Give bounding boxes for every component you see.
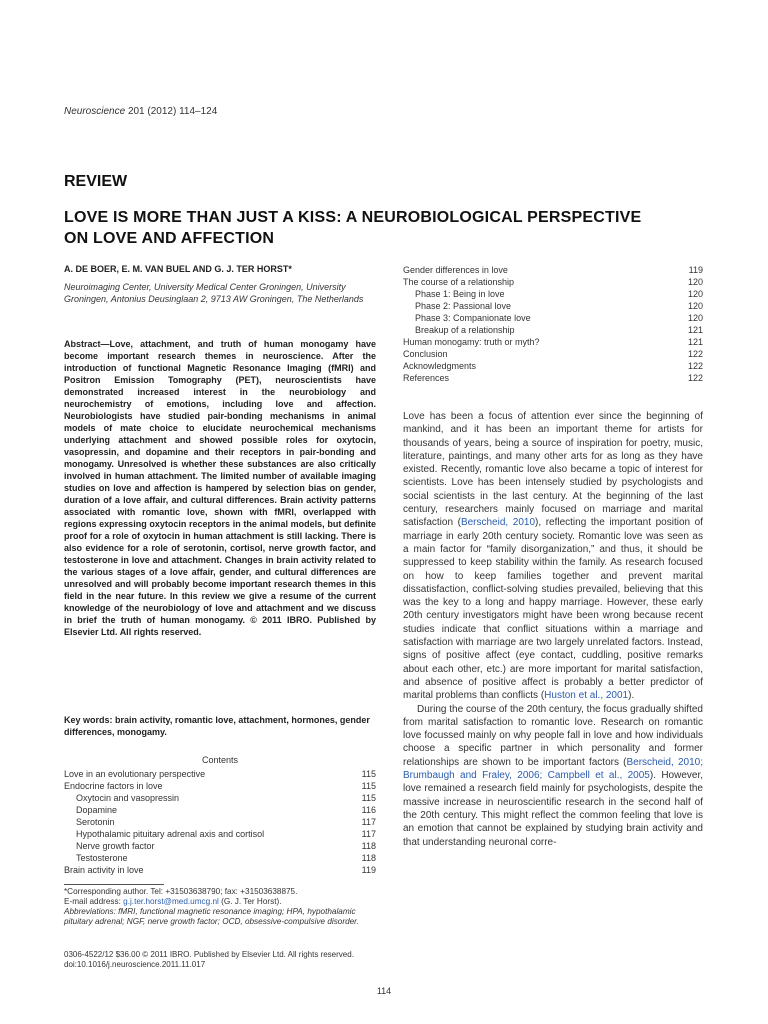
toc-entry[interactable] [64, 804, 376, 816]
toc-entry-label: The course of a relationship [403, 277, 515, 287]
toc-entry-page: 118 [361, 853, 376, 863]
toc-entry-label: Phase 1: Being in love [415, 289, 505, 299]
toc-entry-page: 117 [361, 829, 376, 839]
toc-entry-page: 122 [687, 361, 703, 371]
toc-entry-page: 119 [361, 865, 376, 875]
citation-link[interactable]: Berscheid, 2010 [460, 517, 536, 529]
body-paragraph-2: During the course of the 20th century, the focus gradually shifted from marital satisfaction to romantic love. Research on romantic love focussed mainly on why people fall in love and how individuals choose a specific partner in which personality and former relationships are shown to be important factors (Berscheid, 2010; Brumbaugh and Fraley, 2006; Campbell et al., 2005). However, love remained a research field mainly for psychologists, despite the massive increase in neuroscientific research in the second half of the 20th century. This might reflect the common feeling that love is an emotion that cannot be explained by studying brain activity and that understanding neuronal corre- [403, 703, 704, 848]
journal-volume: 201 (2012) 114–124 [127, 106, 218, 117]
page-number: 114 [376, 986, 392, 996]
toc-entry-page: 120 [687, 289, 703, 299]
toc-entry[interactable] [403, 360, 703, 372]
toc-entry-label: Phase 3: Companionate love [415, 313, 531, 323]
footnote-divider [64, 884, 164, 885]
citation-link[interactable]: Huston et al., 2001 [544, 690, 629, 702]
toc-entry-label: Conclusion [403, 349, 448, 359]
toc-entry[interactable] [64, 852, 376, 864]
toc-entry[interactable] [403, 312, 703, 324]
email-suffix: (G. J. Ter Horst). [218, 897, 282, 906]
toc-entry-page: 115 [361, 781, 376, 791]
toc-entry-label: References [403, 373, 450, 383]
toc-entry-label: Phase 2: Passional love [415, 301, 512, 311]
abbreviations: Abbreviations: fMRI, functional magnetic resonance imaging; HPA, hypothalamic pituitary adrenal; NGF, nerve growth factor; OCD, obsessive-compulsive disorder. [64, 907, 359, 926]
email-line [64, 897, 376, 907]
doi[interactable]: doi:10.1016/j.neuroscience.2011.11.017 [64, 960, 206, 969]
toc-entry-page: 119 [688, 265, 703, 275]
toc-entry-label: Gender differences in love [403, 265, 508, 275]
journal-name: Neuroscience [64, 106, 126, 117]
toc-entry[interactable] [64, 864, 376, 876]
toc-entry-page: 122 [687, 349, 703, 359]
toc-entry-label: Human monogamy: truth or myth? [403, 337, 540, 347]
toc-entry-label: Breakup of a relationship [415, 325, 515, 335]
toc-entry-page: 120 [687, 301, 703, 311]
toc-entry-label: Oxytocin and vasopressin [76, 793, 180, 803]
table-of-contents-right [403, 264, 703, 384]
journal-reference [64, 106, 217, 117]
email-label: E-mail address: [64, 897, 124, 906]
copyright-line: 0306-4522/12 $36.00 © 2011 IBRO. Published by Elsevier Ltd. All rights reserved. [64, 950, 354, 959]
affiliation: Neuroimaging Center, University Medical Center Groningen, University Groningen, Antonius Deusinglaan 2, 9713 AW Groningen, The Netherlands [64, 282, 364, 304]
toc-entry[interactable] [64, 780, 376, 792]
section-label: REVIEW [64, 173, 128, 190]
authors: A. DE BOER, E. M. VAN BUEL AND G. J. TER HORST* [64, 264, 292, 274]
toc-entry[interactable] [64, 768, 376, 780]
table-of-contents-left [64, 768, 376, 876]
toc-entry-label: Hypothalamic pituitary adrenal axis and cortisol [76, 829, 265, 839]
toc-entry[interactable] [64, 828, 376, 840]
toc-entry-label: Acknowledgments [403, 361, 477, 371]
toc-entry-label: Nerve growth factor [76, 841, 155, 851]
toc-entry-label: Brain activity in love [64, 865, 144, 875]
toc-entry-page: 115 [361, 793, 376, 803]
toc-entry[interactable] [403, 324, 703, 336]
toc-entry-page: 116 [361, 805, 376, 815]
toc-entry[interactable] [403, 300, 703, 312]
toc-entry[interactable] [403, 276, 703, 288]
citation-link[interactable]: Berscheid, 2010; Brumbaugh and Fraley, 2006; Campbell et al., 2005 [403, 756, 703, 782]
email-link[interactable]: g.j.ter.horst@med.umcg.nl [123, 897, 219, 906]
toc-entry-page: 121 [687, 325, 703, 335]
toc-entry[interactable] [64, 792, 376, 804]
toc-entry-label: Endocrine factors in love [64, 781, 163, 791]
toc-entry-page: 121 [687, 337, 703, 347]
contents-heading: Contents [201, 755, 239, 765]
toc-entry-page: 115 [361, 769, 376, 779]
toc-entry-label: Love in an evolutionary perspective [64, 769, 206, 779]
toc-entry-page: 122 [687, 373, 703, 383]
abstract: Abstract—Love, attachment, and truth of human monogamy have become important research themes in neuroscience. After the introduction of functional Magnetic Resonance Imaging (fMRI) and Positron Emission Tomography (PET), neuroscientists have demonstrated increased interest in the neurobiology and neurochemistry of emotions, including love and affection. Neurobiologists have studied pair-bonding mechanisms in animal models of mate choice to elucidate neurochemical mechanisms underlying attachment and showed possible roles for oxytocin, vasopressin, and dopamine and their receptors in pair-bonding and monogamy. Unresolved is whether these substances are also critically involved in human attachment. The limited number of available imaging studies on love and affection is hampered by selection bias on gender, duration of a love affair, and cultural differences. Brain activity patterns associated with romantic love, shown with fMRI, overlapped with regions expressing oxytocin receptors in the animal models, but definite proof for a role of oxytocin in human attachment is still lacking. There is also evidence for a role of serotonin, cortisol, nerve growth factor, and testosterone in love and attachment. Changes in brain activity related to the various stages of a love affair, gender, and cultural differences are unresolved and will probably become important research themes in this field in the near future. In this review we give a resume of the current knowledge of the neurobiology of love and attachment and we discuss in brief the truth of human monogamy. © 2011 IBRO. Published by Elsevier Ltd. All rights reserved. [64, 339, 376, 637]
keywords: Key words: brain activity, romantic love, attachment, hormones, gender differences, monogamy. [64, 715, 370, 737]
toc-entry[interactable] [64, 840, 376, 852]
copyright-block [64, 950, 424, 970]
toc-entry[interactable] [403, 372, 703, 384]
corresponding-author: *Corresponding author. Tel: +31503638790; fax: +31503638875. [64, 887, 298, 896]
paper-title: LOVE IS MORE THAN JUST A KISS: A NEUROBIOLOGICAL PERSPECTIVE ON LOVE AND AFFECTION [64, 209, 642, 247]
toc-entry-page: 120 [687, 277, 703, 287]
toc-entry-label: Testosterone [76, 853, 128, 863]
toc-entry-label: Serotonin [76, 817, 115, 827]
body-text [403, 410, 703, 849]
body-paragraph-1: Love has been a focus of attention ever since the beginning of mankind, and it has been an important theme for artists for thousands of years, being a source of inspiration for poetry, music, literature, paintings, and many other arts for as long as they have existed. Recently, romantic love also became a topic of interest for scientists. Love has been intensely studied by psychologists and social scientists in the last century. At the beginning of the last century, researchers mainly focused on marriage and marital satisfaction (Berscheid, 2010), reflecting the important position of marriage in early 20th century society. Romantic love was seen as a main factor for “family disorganization,” and thus, it should be suppressed to keep stability within the family. As research focused on how to keep families together and prevent marital dissatisfaction, conflict-solving studies prevailed, believing that this was the key to a long and happy marriage. However, these early 20th century investigators might have been wrong because recent studies indicate that conflict situations within a marriage and satisfaction with marriage are two largely unrelated factors. Instead, signs of positive affect (eye contact, cuddling, positive remarks about each other, etc.) are more important for marital satisfaction, and absence of positive affect is probably a better predictor of marital problems than conflicts (Huston et al., 2001). [403, 411, 703, 702]
toc-entry[interactable] [403, 264, 703, 276]
toc-entry[interactable] [403, 288, 703, 300]
toc-entry[interactable] [403, 348, 703, 360]
toc-entry[interactable] [403, 336, 703, 348]
toc-entry-label: Dopamine [76, 805, 118, 815]
toc-entry-page: 117 [361, 817, 376, 827]
footnote [64, 887, 376, 927]
toc-entry-page: 118 [361, 841, 376, 851]
toc-entry[interactable] [64, 816, 376, 828]
toc-entry-page: 120 [687, 313, 703, 323]
